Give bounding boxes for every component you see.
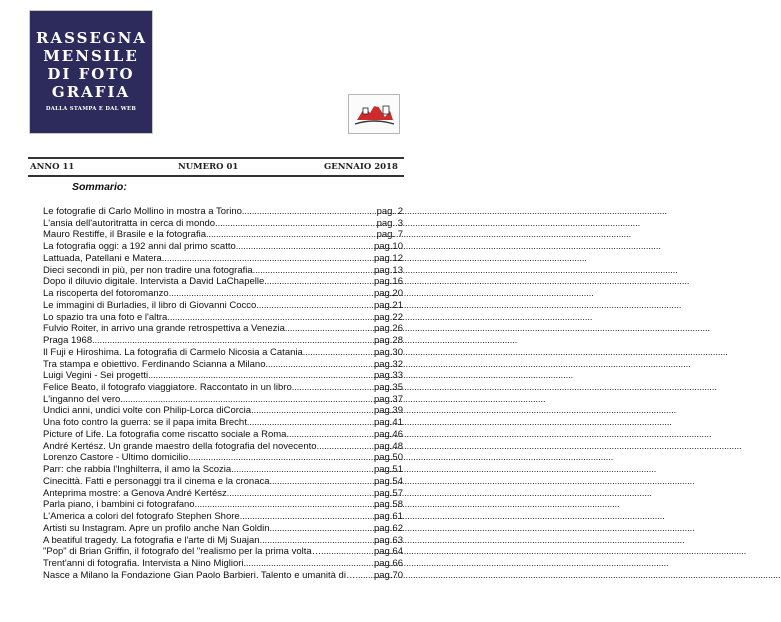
- toc-entry-page: pag.30: [373, 346, 403, 358]
- toc-leader-dots: [195, 499, 374, 511]
- toc-leader-dots: [169, 288, 374, 300]
- toc-entry-title: Picture of Life. La fotografia come riscatto sociale a Roma: [43, 428, 287, 440]
- toc-entry-page: pag.63: [373, 534, 403, 546]
- toc-entry[interactable]: [43, 511, 403, 523]
- toc-entry-title: L'inganno del vero: [43, 393, 121, 405]
- table-of-contents: [43, 206, 403, 582]
- toc-entry-title: Lorenzo Castore - Ultimo domicilio: [43, 452, 189, 464]
- toc-leader-dots: [303, 347, 374, 359]
- toc-entry-page: pag.10: [373, 241, 403, 253]
- toc-entry[interactable]: [43, 300, 403, 312]
- toc-entry-page: pag.37: [373, 393, 403, 405]
- toc-leader-dots: [242, 206, 377, 218]
- toc-entry-page: pag.62: [373, 522, 403, 534]
- toc-leader-dots: [286, 429, 374, 441]
- toc-entry[interactable]: [43, 441, 403, 453]
- toc-entry-title: Una foto contro la guerra: se il papa imita Brecht: [43, 417, 247, 429]
- toc-entry-title: Il Fuji e Hiroshima. La fotografia di Carmelo Nicosia a Catania: [43, 346, 303, 358]
- toc-entry[interactable]: [43, 370, 403, 382]
- toc-entry-page: pag. 3: [376, 217, 403, 229]
- toc-entry[interactable]: [43, 206, 403, 218]
- toc-leader-dots: [206, 229, 377, 241]
- masthead-line: MENSILE: [43, 47, 139, 65]
- toc-leader-dots: [321, 546, 374, 558]
- toc-entry-title: La riscoperta del fotoromanzo: [43, 288, 169, 300]
- toc-entry[interactable]: [43, 265, 403, 277]
- toc-entry-title: Le fotografie di Carlo Mollino in mostra a Torino: [43, 206, 242, 217]
- toc-leader-dots: [231, 464, 374, 476]
- toc-entry-page: pag.66: [373, 558, 403, 570]
- toc-entry-title: Trent'anni di fotografia. Intervista a Nino Migliori: [43, 558, 244, 570]
- logo-graphic-icon: [349, 95, 399, 133]
- toc-leader-dots: [240, 511, 374, 523]
- toc-entry-page: pag.28: [373, 335, 403, 347]
- toc-entry-page: pag. 7: [376, 229, 403, 241]
- toc-entry-title: Parla piano, i bambini ci fotografano: [43, 499, 195, 511]
- masthead-line: DI FOTO: [47, 65, 135, 83]
- toc-leader-dots: [285, 323, 374, 335]
- toc-leader-dots: [120, 394, 374, 406]
- toc-entry-title: Le immagini di Burladies, il libro di Giovanni Cocco: [43, 299, 257, 311]
- toc-entry-page: pag.39: [373, 405, 403, 417]
- toc-leader-dots: [188, 452, 374, 464]
- toc-entry-title: Undici anni, undici volte con Philip-Lorca diCorcia: [43, 405, 252, 417]
- toc-entry[interactable]: [43, 323, 403, 335]
- toc-entry[interactable]: [43, 429, 403, 441]
- toc-entry-page: pag.21: [373, 299, 403, 311]
- toc-entry[interactable]: [43, 417, 403, 429]
- toc-leader-dots: [167, 312, 374, 324]
- toc-entry-page: pag.33: [373, 370, 403, 382]
- toc-entry-page: pag.57: [373, 487, 403, 499]
- fotopadova-logo: [348, 94, 400, 134]
- toc-entry[interactable]: [43, 359, 403, 371]
- toc-entry[interactable]: [43, 335, 403, 347]
- toc-entry[interactable]: [43, 499, 403, 511]
- toc-entry[interactable]: [43, 570, 403, 582]
- toc-entry[interactable]: [43, 523, 403, 535]
- toc-leader-dots: [236, 241, 374, 253]
- toc-entry[interactable]: [43, 276, 403, 288]
- toc-entry-title: Nasce a Milano la Fondazione Gian Paolo Barbieri. Talento e umanità di…: [43, 569, 356, 581]
- toc-entry-title: Dieci secondi in più, per non tradire una fotografia: [43, 264, 253, 276]
- toc-entry[interactable]: [43, 546, 403, 558]
- toc-entry-page: pag.46: [373, 428, 403, 440]
- toc-entry-title: La fotografia oggi: a 192 anni dal primo scatto: [43, 241, 236, 253]
- toc-leader-dots: [264, 276, 374, 288]
- toc-entry-title: Mauro Restiffe, il Brasile e la fotografia: [43, 229, 206, 241]
- toc-entry-title: "Pop" di Brian Griffin, il fotografo del "realismo per la prima volta…: [43, 546, 322, 558]
- toc-leader-dots: [266, 359, 374, 371]
- toc-entry[interactable]: [43, 218, 403, 230]
- toc-entry-page: pag.51: [373, 464, 403, 476]
- toc-entry-page: pag.54: [373, 475, 403, 487]
- toc-entry-page: pag.20: [373, 288, 403, 300]
- toc-entry-title: Lattuada, Patellani e Matera: [43, 252, 162, 264]
- toc-entry-page: pag.64: [373, 546, 403, 558]
- toc-entry-title: Luigi Vegini - Sei progetti: [43, 370, 149, 382]
- toc-leader-dots: [260, 535, 374, 547]
- masthead-subtitle: DALLA STAMPA E DAL WEB: [45, 106, 137, 112]
- toc-leader-dots: [92, 335, 374, 347]
- toc-entry-title: Tra stampa e obiettivo. Ferdinando Scianna a Milano: [43, 358, 266, 370]
- issue-year: ANNO 11: [30, 162, 75, 172]
- toc-leader-dots: [253, 265, 374, 277]
- toc-entry-title: Praga 1968: [43, 335, 93, 347]
- header-rule-top: [28, 157, 404, 159]
- toc-entry-title: Cinecittà. Fatti e personaggi tra il cinema e la cronaca: [43, 475, 270, 487]
- toc-entry[interactable]: [43, 229, 403, 241]
- toc-entry[interactable]: [43, 535, 403, 547]
- toc-entry-page: pag.48: [373, 440, 403, 452]
- masthead-line: GRAFIA: [51, 83, 131, 101]
- toc-entry-page: pag.32: [373, 358, 403, 370]
- toc-entry-page: pag.61: [373, 511, 403, 523]
- toc-entry-title: A beatiful tragedy. La fotografia e l'arte di Mj Suajan: [43, 534, 260, 546]
- toc-entry-page: pag.41: [373, 417, 403, 429]
- toc-entry-page: pag. 2: [376, 206, 403, 217]
- toc-entry[interactable]: [43, 476, 403, 488]
- toc-entry-title: Anteprima mostre: a Genova André Kertész: [43, 487, 227, 499]
- toc-leader-dots: [148, 370, 374, 382]
- toc-leader-dots: [244, 558, 374, 570]
- toc-entry-page: pag.13: [373, 264, 403, 276]
- toc-entry[interactable]: [43, 405, 403, 417]
- toc-entry[interactable]: [43, 558, 403, 570]
- toc-entry[interactable]: [43, 488, 403, 500]
- toc-entry-title: Artisti su Instagram. Apre un profilo anche Nan Goldin: [43, 522, 270, 534]
- toc-entry-page: pag.35: [373, 382, 403, 394]
- toc-leader-dots: [215, 218, 376, 230]
- toc-entry-title: L'ansia dell'autoritratta in cerca di mondo: [43, 217, 216, 229]
- toc-leader-dots: [256, 300, 374, 312]
- toc-entry-title: André Kertész. Un grande maestro della fotografia del novecento: [43, 440, 317, 452]
- toc-entry[interactable]: [43, 452, 403, 464]
- toc-entry-title: Parr: che rabbia l'Inghilterra, il amo la Scozia: [43, 464, 232, 476]
- toc-entry-page: pag.26: [373, 323, 403, 335]
- toc-entry-title: Lo spazio tra una foto e l'altra: [43, 311, 168, 323]
- masthead-line: RASSEGNA: [36, 29, 148, 47]
- issue-date: GENNAIO 2018: [324, 162, 398, 172]
- toc-entry-page: pag.12: [373, 252, 403, 264]
- toc-entry[interactable]: [43, 312, 403, 324]
- toc-entry[interactable]: [43, 253, 403, 265]
- toc-entry-page: pag.16: [373, 276, 403, 288]
- toc-leader-dots: [317, 441, 374, 453]
- toc-entry-page: pag.70: [373, 569, 403, 581]
- header-rule-bottom: [28, 175, 404, 177]
- toc-leader-dots: [270, 523, 374, 535]
- toc-leader-dots: [355, 570, 373, 582]
- toc-entry-title: L'America a colori del fotografo Stephen Shore: [43, 511, 240, 523]
- toc-entry[interactable]: [43, 241, 403, 253]
- toc-leader-dots: [227, 488, 374, 500]
- toc-entry-page: pag.58: [373, 499, 403, 511]
- toc-leader-dots: [270, 476, 374, 488]
- toc-entry-title: Felice Beato, il fotografo viaggiatore. Raccontato in un libro: [43, 382, 292, 394]
- sommario-heading: Sommario:: [72, 181, 127, 193]
- issue-number: NUMERO 01: [178, 162, 239, 172]
- toc-leader-dots: [247, 417, 374, 429]
- masthead: [29, 10, 153, 134]
- toc-entry-page: pag.22: [373, 311, 403, 323]
- toc-entry-title: Dopo il diluvio digitale. Intervista a David LaChapelle: [43, 276, 265, 288]
- toc-entry[interactable]: [43, 382, 403, 394]
- toc-entry-page: pag.50: [373, 452, 403, 464]
- toc-entry-title: Fulvio Roiter, in arrivo una grande retrospettiva a Venezia: [43, 323, 285, 335]
- toc-leader-dots: [162, 253, 374, 265]
- toc-entry[interactable]: [43, 394, 403, 406]
- toc-entry[interactable]: [43, 288, 403, 300]
- toc-entry[interactable]: [43, 464, 403, 476]
- toc-leader-dots: [251, 405, 374, 417]
- toc-entry[interactable]: [43, 347, 403, 359]
- toc-leader-dots: [292, 382, 374, 394]
